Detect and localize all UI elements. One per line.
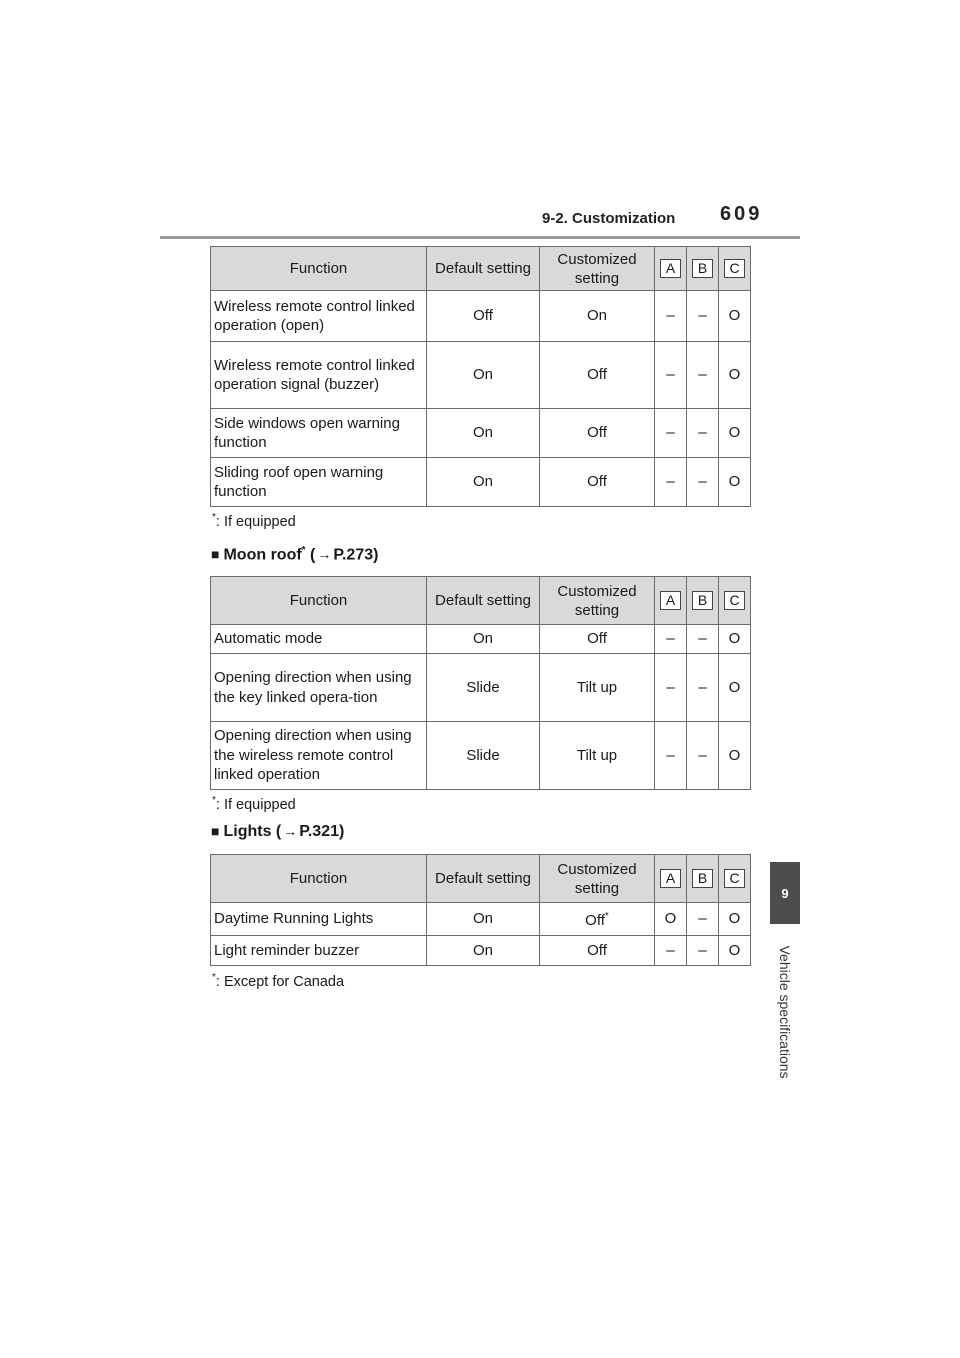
cell-a: – — [655, 654, 687, 722]
cell-function: Wireless remote control linked operation signal (buzzer) — [211, 342, 427, 409]
footnote-text: : If equipped — [215, 796, 296, 813]
cell-b: – — [687, 625, 719, 654]
cell-b: – — [687, 936, 719, 966]
cell-function: Automatic mode — [211, 625, 427, 654]
cell-b: – — [687, 342, 719, 409]
cell-b: – — [687, 722, 719, 790]
cell-default: On — [427, 625, 540, 654]
column-c-box: C — [724, 259, 745, 278]
table-row — [211, 409, 751, 458]
cell-function: Sliding roof open warning function — [211, 458, 427, 507]
footnote-text: : Except for Canada — [215, 973, 345, 990]
cell-b: – — [687, 409, 719, 458]
cell-default: On — [427, 458, 540, 507]
footnote-text: : If equipped — [215, 513, 296, 530]
column-header-c — [719, 577, 751, 625]
column-b-box: B — [692, 259, 713, 278]
cell-customized: Tilt up — [540, 654, 655, 722]
cell-customized: Off — [540, 342, 655, 409]
cell-a: O — [655, 903, 687, 936]
cell-function: Opening direction when using the wireless remote control linked operation — [211, 722, 427, 790]
cell-c: O — [719, 936, 751, 966]
cell-b: – — [687, 458, 719, 507]
table-row — [211, 625, 751, 654]
column-header-default: Default setting — [427, 247, 540, 291]
cell-a: – — [655, 936, 687, 966]
table-row — [211, 291, 751, 342]
column-header-b — [687, 855, 719, 903]
cell-default: On — [427, 342, 540, 409]
arrow-right-icon: → — [283, 823, 298, 839]
column-header-function: Function — [211, 247, 427, 291]
arrow-right-icon: → — [317, 546, 332, 563]
table-row — [211, 654, 751, 722]
table-row — [211, 936, 751, 966]
column-header-c — [719, 855, 751, 903]
table-row — [211, 722, 751, 790]
column-a-box: A — [660, 591, 681, 610]
column-header-function: Function — [211, 577, 427, 625]
column-header-b — [687, 577, 719, 625]
lights-heading — [211, 823, 344, 841]
page-number: 609 — [720, 203, 763, 225]
column-header-b — [687, 247, 719, 291]
section-title: 9-2. Customization — [542, 210, 676, 227]
cell-c: O — [719, 654, 751, 722]
cell-customized: Off — [540, 409, 655, 458]
cell-function: Wireless remote control linked operation (open) — [211, 291, 427, 342]
column-c-box: C — [724, 591, 745, 610]
cell-b: – — [687, 903, 719, 936]
cell-function: Daytime Running Lights — [211, 903, 427, 936]
column-header-customized: Customized setting — [540, 577, 655, 625]
page-header — [160, 200, 800, 239]
cell-b: – — [687, 291, 719, 342]
column-header-default: Default setting — [427, 855, 540, 903]
cell-customized — [540, 903, 655, 936]
column-header-c — [719, 247, 751, 291]
cell-a: – — [655, 409, 687, 458]
moon-roof-heading — [211, 545, 378, 564]
column-header-a — [655, 855, 687, 903]
cell-a: – — [655, 342, 687, 409]
cell-a: – — [655, 625, 687, 654]
column-header-customized: Customized setting — [540, 247, 655, 291]
footnote-3 — [212, 972, 344, 990]
heading-title: Lights — [223, 823, 272, 840]
table-header-row — [211, 247, 751, 291]
chapter-tab: 9 — [770, 862, 800, 924]
cell-default: Slide — [427, 654, 540, 722]
cell-customized: Off — [540, 625, 655, 654]
column-header-a — [655, 577, 687, 625]
cell-default: Slide — [427, 722, 540, 790]
column-a-box: A — [660, 259, 681, 278]
customization-table-1 — [210, 246, 751, 507]
page-reference[interactable]: P.273) — [333, 546, 379, 564]
table-row — [211, 458, 751, 507]
column-header-function: Function — [211, 855, 427, 903]
cell-default: Off — [427, 291, 540, 342]
cell-default: On — [427, 936, 540, 966]
column-b-box: B — [692, 869, 713, 888]
table-header-row — [211, 855, 751, 903]
heading-title: Moon roof — [223, 546, 302, 564]
page-reference[interactable]: P.321) — [299, 823, 345, 840]
cell-c: O — [719, 342, 751, 409]
cell-a: – — [655, 291, 687, 342]
cell-c: O — [719, 409, 751, 458]
column-c-box: C — [724, 869, 745, 888]
customized-mark: * — [604, 911, 609, 923]
cell-c: O — [719, 722, 751, 790]
cell-function: Opening direction when using the key linked opera-tion — [211, 654, 427, 722]
column-header-customized: Customized setting — [540, 855, 655, 903]
cell-b: – — [687, 654, 719, 722]
cell-c: O — [719, 625, 751, 654]
cell-default: On — [427, 903, 540, 936]
cell-c: O — [719, 903, 751, 936]
cell-customized: Tilt up — [540, 722, 655, 790]
lights-table — [210, 854, 751, 966]
cell-customized: Off — [540, 936, 655, 966]
column-b-box: B — [692, 591, 713, 610]
footnote-mark: * — [212, 512, 216, 523]
footnote-mark: * — [212, 972, 216, 983]
column-header-a — [655, 247, 687, 291]
bullet-square: ■ — [211, 823, 220, 839]
cell-c: O — [719, 291, 751, 342]
heading-mark: * — [301, 545, 306, 556]
cell-function: Light reminder buzzer — [211, 936, 427, 966]
ref-open: ( — [275, 823, 282, 840]
cell-a: – — [655, 458, 687, 507]
cell-customized: Off — [540, 458, 655, 507]
column-header-default: Default setting — [427, 577, 540, 625]
cell-customized: On — [540, 291, 655, 342]
cell-c: O — [719, 458, 751, 507]
column-a-box: A — [660, 869, 681, 888]
moon-roof-table — [210, 576, 751, 790]
customized-value: Off — [585, 912, 605, 930]
cell-default: On — [427, 409, 540, 458]
footnote-1 — [212, 512, 296, 530]
table-header-row — [211, 577, 751, 625]
chapter-title: Vehicle specifications — [777, 945, 793, 1079]
bullet-square: ■ — [211, 546, 220, 563]
table-row — [211, 903, 751, 936]
cell-function: Side windows open warning function — [211, 409, 427, 458]
ref-open: ( — [310, 546, 316, 564]
footnote-2 — [212, 795, 296, 813]
footnote-mark: * — [212, 795, 216, 806]
table-row — [211, 342, 751, 409]
cell-a: – — [655, 722, 687, 790]
